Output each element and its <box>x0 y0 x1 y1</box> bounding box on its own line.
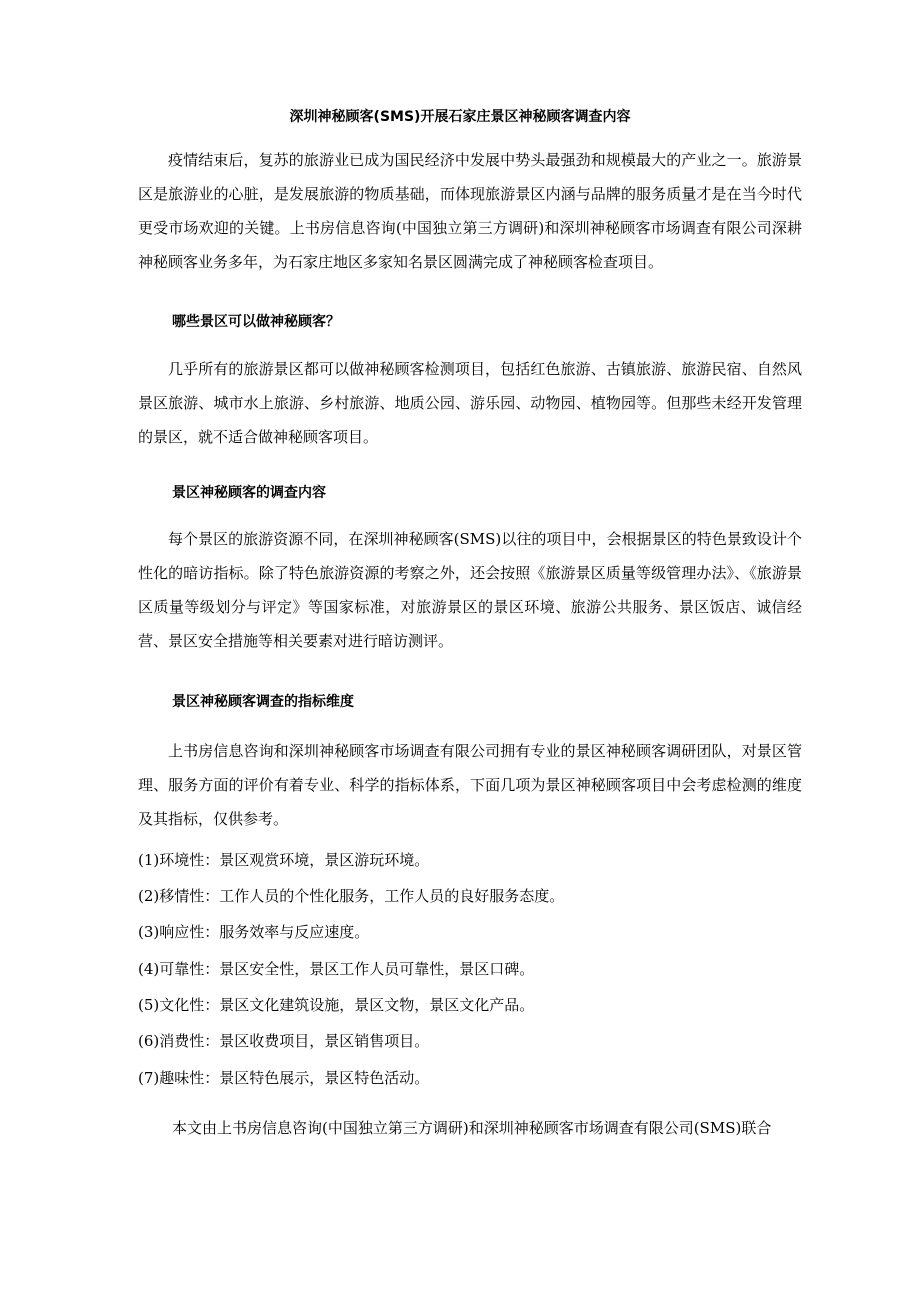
list-item: (4)可靠性：景区安全性，景区工作人员可靠性，景区口碑。 <box>138 960 535 978</box>
section-body-indicator-dimensions: 上书房信息咨询和深圳神秘顾客市场调查有限公司拥有专业的景区神秘顾客调研团队，对景区管理、服务方面的评价有着专业、科学的指标体系，下面几项为景区神秘顾客项目中会考虑检测的维度及其指标，仅供参考。 <box>138 742 802 828</box>
section-body-which-scenic-areas: 几乎所有的旅游景区都可以做神秘顾客检测项目，包括红色旅游、古镇旅游、旅游民宿、自然风景区旅游、城市水上旅游、乡村旅游、地质公园、游乐园、动物园、植物园等。但那些未经开发管理的景区，就不适合做神秘顾客项目。 <box>138 360 802 446</box>
section-heading-which-scenic-areas: 哪些景区可以做神秘顾客？ <box>172 314 340 330</box>
list-item: (2)移情性：工作人员的个性化服务，工作人员的良好服务态度。 <box>138 887 565 905</box>
list-item: (1)环境性：景区观赏环境，景区游玩环境。 <box>138 851 430 869</box>
section-heading-survey-content: 景区神秘顾客的调查内容 <box>172 485 326 501</box>
list-item: (6)消费性：景区收费项目，景区销售项目。 <box>138 1032 430 1050</box>
intro-paragraph: 疫情结束后，复苏的旅游业已成为国民经济中发展中势头最强劲和规模最大的产业之一。旅游景区是旅游业的心脏，是发展旅游的物质基础，而体现旅游景区内涵与品牌的服务质量才是在当今时代更受市场欢迎的关键。上书房信息咨询(中国独立第三方调研)和深圳神秘顾客市场调查有限公司深耕神秘顾客业务多年，为石家庄地区多家知名景区圆满完成了神秘顾客检查项目。 <box>138 151 802 271</box>
closing-paragraph: 本文由上书房信息咨询(中国独立第三方调研)和深圳神秘顾客市场调查有限公司(SMS)联合 <box>172 1119 772 1137</box>
list-item: (3)响应性：服务效率与反应速度。 <box>138 923 370 941</box>
document-title: 深圳神秘顾客(SMS)开展石家庄景区神秘顾客调查内容 <box>289 109 631 125</box>
section-body-survey-content: 每个景区的旅游资源不同，在深圳神秘顾客(SMS)以往的项目中，会根据景区的特色景致设计个性化的暗访指标。除了特色旅游资源的考察之外，还会按照《旅游景区质量等级管理办法》、《旅游景区质量等级划分与评定》等国家标准，对旅游景区的景区环境、旅游公共服务、景区饭店、诚信经营、景区安全措施等相关要素对进行暗访测评。 <box>138 530 802 650</box>
list-item: (7)趣味性：景区特色展示，景区特色活动。 <box>138 1069 430 1087</box>
section-heading-indicator-dimensions: 景区神秘顾客调查的指标维度 <box>172 694 354 710</box>
list-item: (5)文化性：景区文化建筑设施，景区文物，景区文化产品。 <box>138 996 535 1014</box>
